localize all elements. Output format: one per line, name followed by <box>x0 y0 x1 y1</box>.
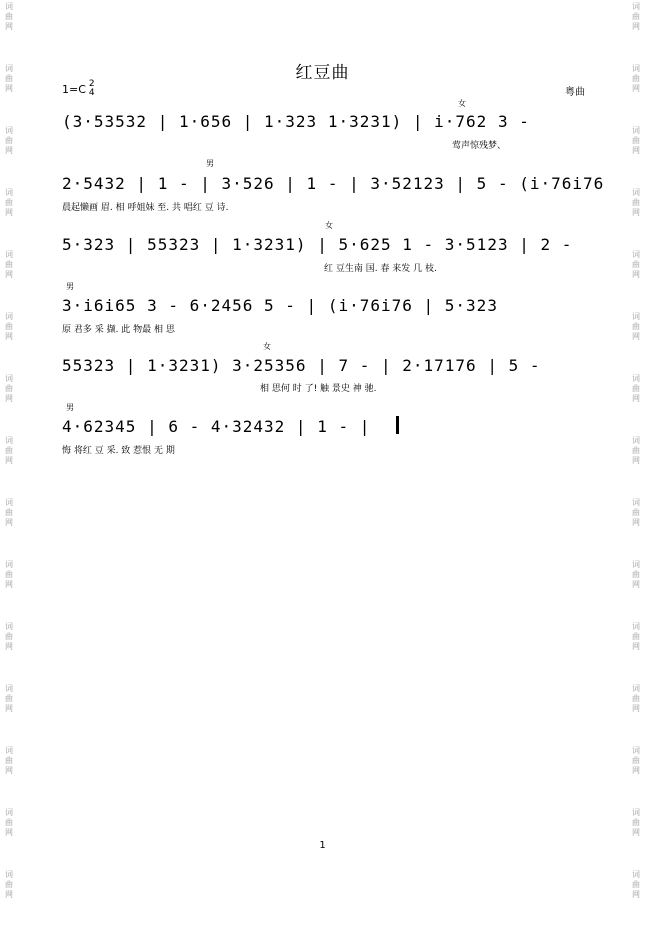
voice-marker: 女 <box>325 221 333 230</box>
watermark-mark: 词 曲 网 <box>5 622 13 651</box>
style-label: 粤曲 <box>565 87 585 98</box>
voice-marker: 女 <box>263 342 271 351</box>
meter-bottom: 4 <box>88 88 95 98</box>
voice-marker: 男 <box>206 159 214 168</box>
watermark-mark: 词 曲 网 <box>5 560 13 589</box>
notation-line: 55323 | 1·3231) 3·25356 | 7 - | 2·17176 | 5 - <box>62 356 541 375</box>
voice-marker: 男 <box>66 403 74 412</box>
watermark-mark: 词 曲 网 <box>5 870 13 899</box>
watermark-mark: 词 曲 网 <box>632 374 640 403</box>
watermark-mark: 词 曲 网 <box>632 250 640 279</box>
watermark-mark: 词 曲 网 <box>5 64 13 93</box>
watermark-mark: 词 曲 网 <box>5 250 13 279</box>
notation-line: 3·i6i65 3 - 6·2456 5 - | (i·76i76 | 5·323 <box>62 296 498 315</box>
watermark-mark: 词 曲 网 <box>632 126 640 155</box>
lyrics-line: 红 豆生南 国. 春 来发 几 枝. <box>324 264 437 274</box>
watermark-mark: 词 曲 网 <box>632 808 640 837</box>
lyrics-line: 原 君多 采 撷. 此 物最 相 思 <box>62 325 175 335</box>
watermark-mark: 词 曲 网 <box>5 312 13 341</box>
watermark-mark: 词 曲 网 <box>632 560 640 589</box>
lyrics-line: 悔 将红 豆 采. 致 惹恨 无 期 <box>62 446 175 456</box>
notation-line: 4·62345 | 6 - 4·32432 | 1 - | <box>62 417 371 436</box>
meter-top: 2 <box>88 79 95 89</box>
watermark-mark: 词 曲 网 <box>632 622 640 651</box>
watermark-mark: 词 曲 网 <box>632 312 640 341</box>
watermark-mark: 词 曲 网 <box>5 374 13 403</box>
notation-line: 2·5432 | 1 - | 3·526 | 1 - | 3·52123 | 5 - (i·76i76 <box>62 174 605 193</box>
final-barline <box>396 416 399 434</box>
watermark-left <box>2 0 16 899</box>
watermark-right <box>629 0 643 899</box>
page-number: 1 <box>319 840 326 851</box>
watermark-mark: 词 曲 网 <box>5 684 13 713</box>
notation-line: (3·53532 | 1·656 | 1·323 1·3231) | i·762 3 - <box>62 112 530 131</box>
voice-marker: 男 <box>66 282 74 291</box>
watermark-mark: 词 曲 网 <box>5 498 13 527</box>
song-title: 红豆曲 <box>295 63 350 83</box>
watermark-mark: 词 曲 网 <box>632 746 640 775</box>
key-label: 1=C <box>62 82 86 96</box>
watermark-mark: 词 曲 网 <box>5 746 13 775</box>
watermark-mark: 词 曲 网 <box>632 684 640 713</box>
watermark-mark: 词 曲 网 <box>5 126 13 155</box>
watermark-mark: 词 曲 网 <box>5 188 13 217</box>
time-signature <box>89 80 95 98</box>
voice-marker: 女 <box>458 99 466 108</box>
watermark-mark: 词 曲 网 <box>632 870 640 899</box>
watermark-mark: 词 曲 网 <box>5 2 13 31</box>
key-signature <box>62 80 95 98</box>
watermark-mark: 词 曲 网 <box>632 498 640 527</box>
notation-line: 5·323 | 55323 | 1·3231) | 5·625 1 - 3·5123 | 2 - <box>62 235 573 254</box>
watermark-mark: 词 曲 网 <box>632 436 640 465</box>
watermark-mark: 词 曲 网 <box>632 188 640 217</box>
lyrics-line: 莺声惊残梦、 <box>452 141 507 151</box>
watermark-mark: 词 曲 网 <box>632 2 640 31</box>
lyrics-line: 相 思何 时 了! 触 景史 神 驰. <box>260 384 377 394</box>
watermark-mark: 词 曲 网 <box>5 808 13 837</box>
watermark-mark: 词 曲 网 <box>632 64 640 93</box>
lyrics-line: 晨起懒画 眉. 相 呼姐妹 至. 共 唱红 豆 诗. <box>62 203 229 213</box>
watermark-mark: 词 曲 网 <box>5 436 13 465</box>
